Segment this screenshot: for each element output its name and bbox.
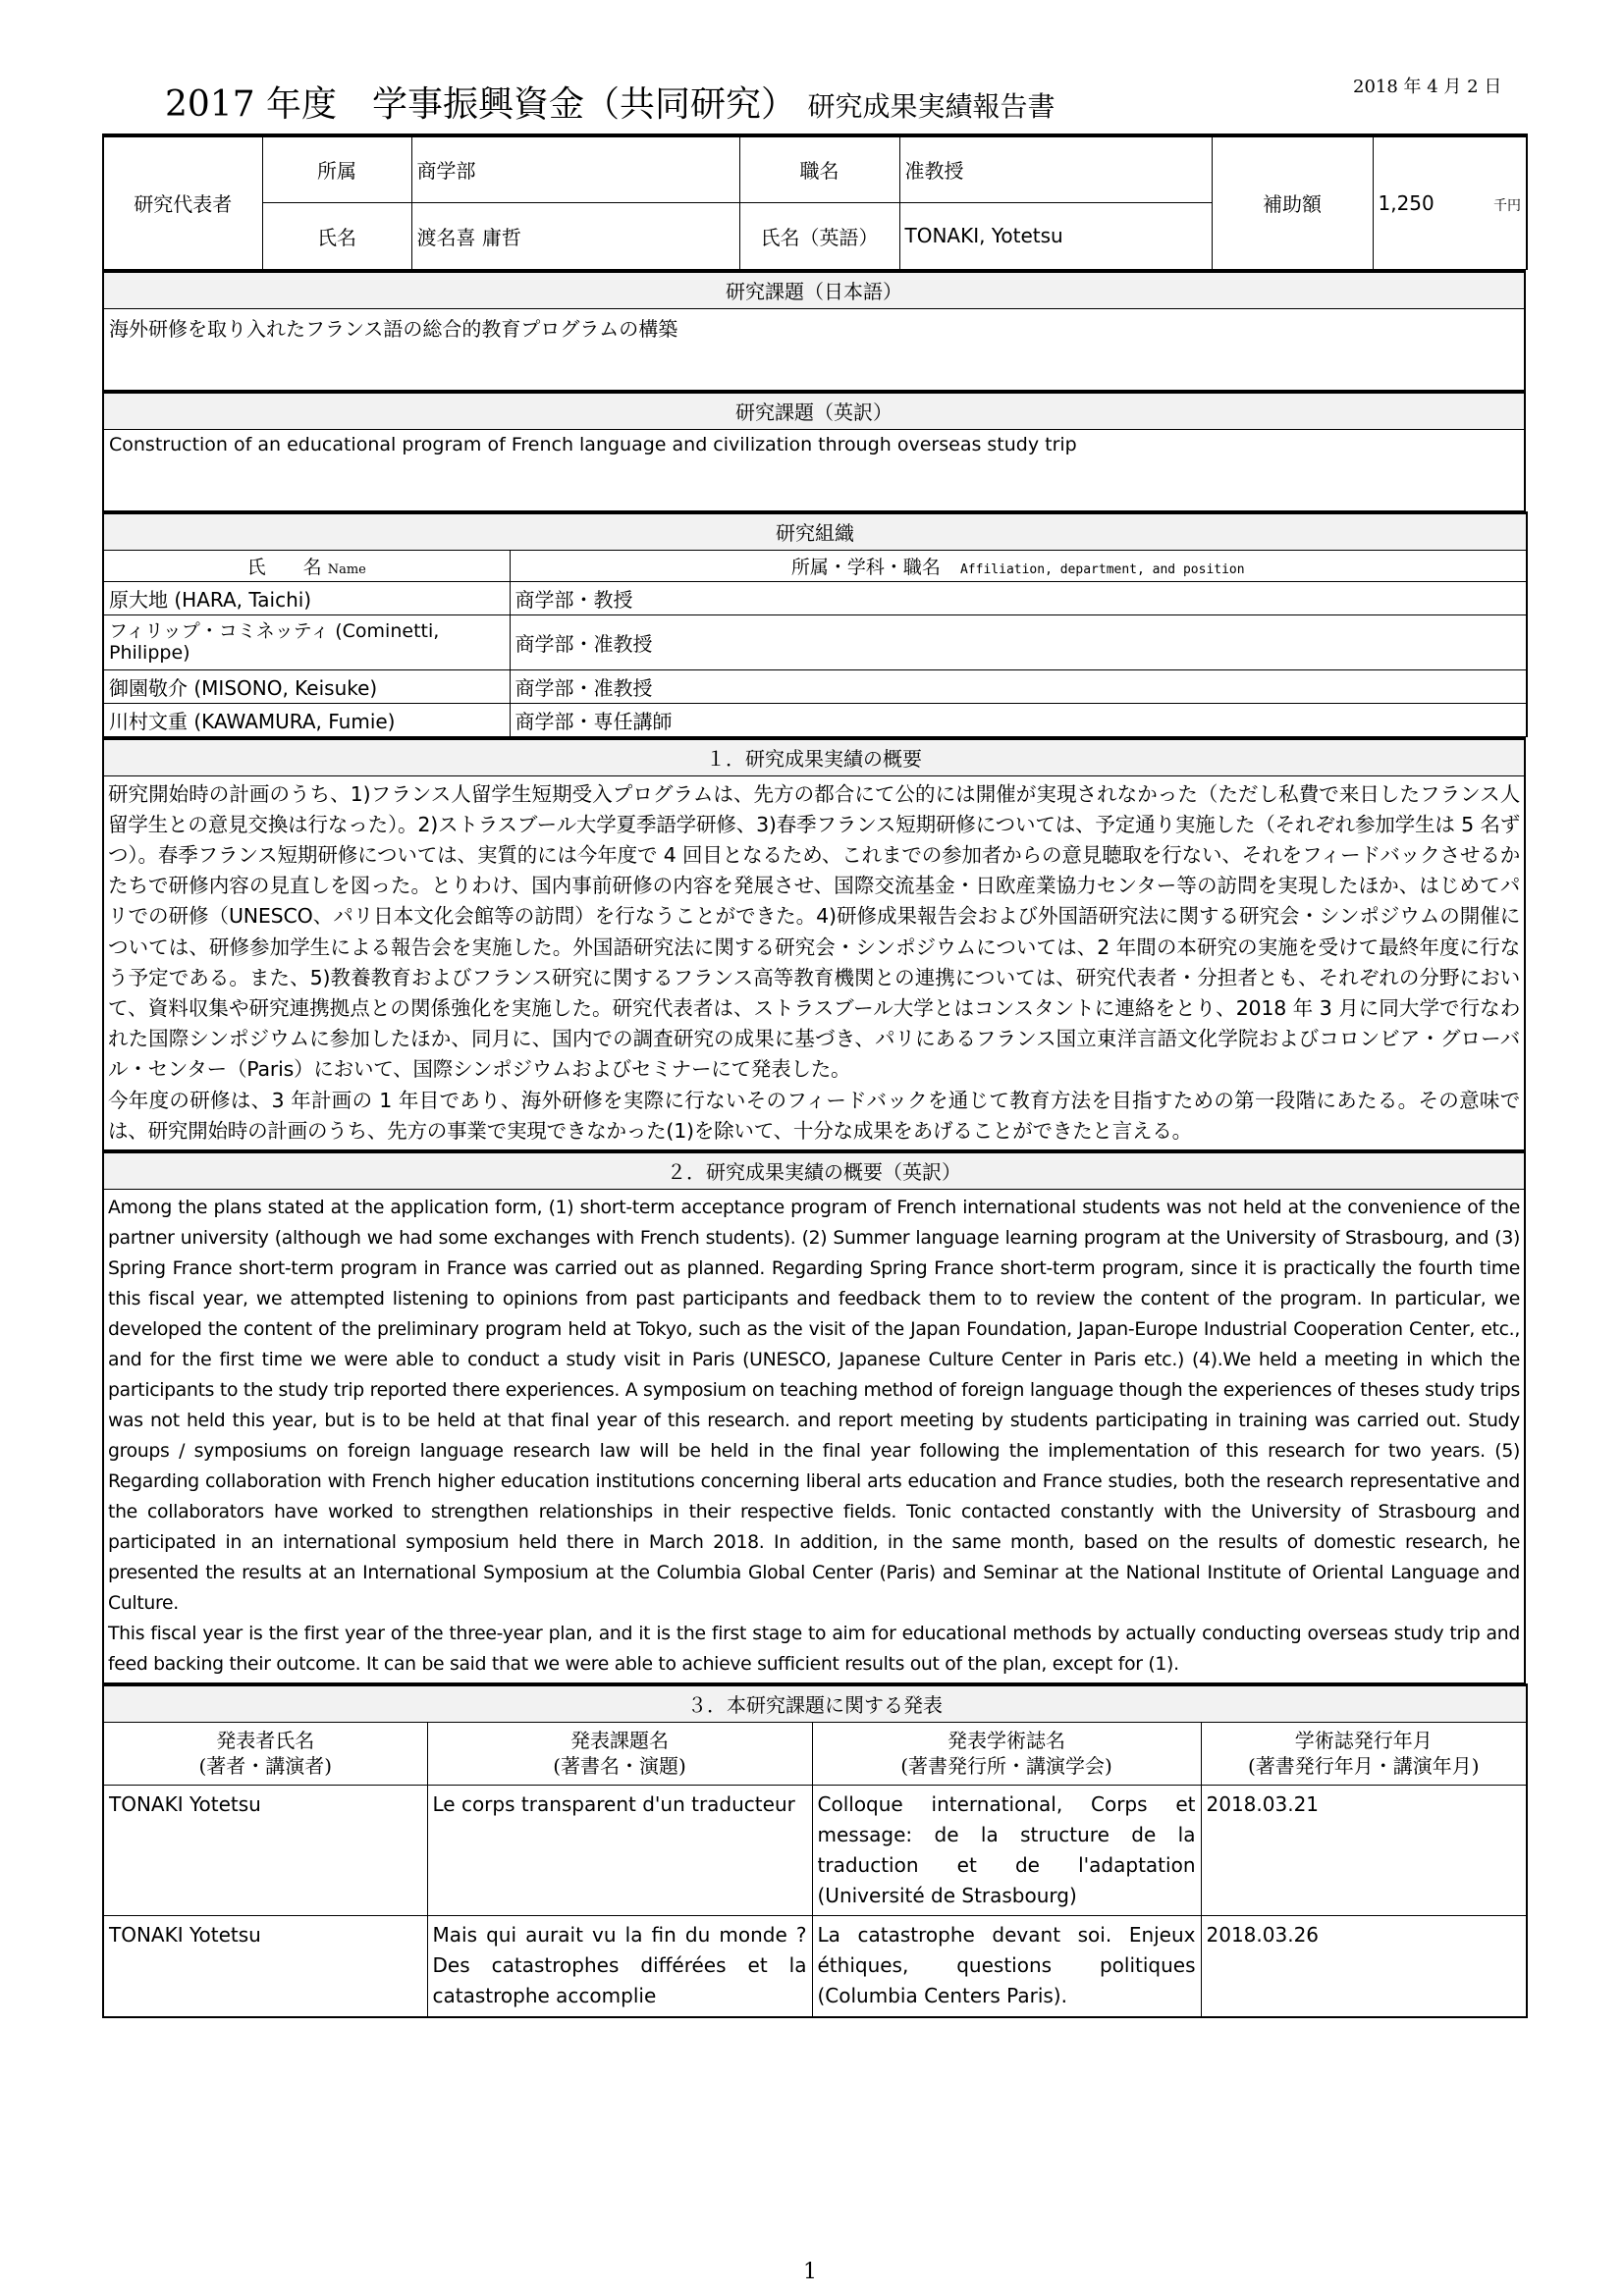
presentation-venue: Colloque international, Corps et message: de la structure de la traduction et de l'adaptation (Université de Strasbourg) [812, 1785, 1201, 1915]
member-name: 川村文重 (KAWAMURA, Fumie) [103, 703, 510, 736]
position-label: 職名 [739, 135, 899, 202]
summary-ja-paragraph: 研究開始時の計画のうち、1)フランス人留学生短期受入プログラムは、先方の都合にて公的には開催が実現されなかった（ただし私費で来日したフランス人留学生との意見交換は行なった）。2)ストラスブール大学夏季語学研修、3)春季フランス短期研修については、予定通り実施した（それぞれ参加学生は 5 名ずつ）。春季フランス短期研修については、実質的には今年度で 4 回目となるため、これまでの参加者からの意見聴取を行ない、それをフィードバックさせるかたちで研修内容の見直しを図った。とりわけ、国内事前研修の内容を発展させ、国際交流基金・日欧産業協力センター等の訪問を実現したほか、はじめてパリでの研修（UNESCO、パリ日本文化会館等の訪問）を行なうことができた。4)研修成果報告会および外国語研究法に関する研究会・シンポジウムの開催については、研修参加学生による報告会を実施した。外国語研究法に関する研究会・シンポジウムについては、2 年間の本研究の実施を受けて最終年度に行なう予定である。また、5)教養教育およびフランス研究に関するフランス高等教育機関との連携については、研究代表者・分担者とも、それぞれの分野において、資料収集や研究連携拠点との関係強化を実施した。研究代表者は、ストラスブール大学とはコンスタントに連絡をとり、2018 年 3 月に同大学で行なわれた国際シンポジウムに参加したほか、同月に、国内での調査研究の成果に基づき、パリにあるフランス国立東洋言語文化学院およびコロンビア・グローバル・センター（Paris）において、国際シンポジウムおよびセミナーにて発表した。 [108, 781, 1520, 1082]
pres-col-date-label: 学術誌発行年月 [1294, 1729, 1433, 1753]
member-row [103, 669, 1527, 703]
pres-col-date [1201, 1722, 1527, 1785]
title-ja-table [102, 270, 1526, 391]
pres-col-title-label: 発表課題名 [570, 1729, 669, 1753]
pres-col-author [103, 1722, 427, 1785]
pres-col-author-label: 発表者氏名 [216, 1729, 315, 1753]
organization-table [102, 511, 1528, 737]
member-affiliation: 商学部・准教授 [510, 669, 1527, 703]
org-col-name [103, 550, 510, 581]
grant-cell [1373, 135, 1527, 269]
document-title [165, 77, 1056, 127]
title-en-table [102, 391, 1526, 511]
member-name: 原大地 (HARA, Taichi) [103, 581, 510, 614]
presentation-venue: La catastrophe devant soi. Enjeux éthiques, questions politiques (Columbia Centers Paris). [812, 1915, 1201, 2017]
member-name: 御園敬介 (MISONO, Keisuke) [103, 669, 510, 703]
presentation-date: 2018.03.26 [1201, 1915, 1527, 2017]
summary-ja-table [102, 737, 1526, 1150]
affiliation-label: 所属 [262, 135, 411, 202]
member-affiliation: 商学部・専任講師 [510, 703, 1527, 736]
title-ja-heading: 研究課題（日本語） [103, 271, 1525, 308]
position-value: 准教授 [899, 135, 1212, 202]
pres-col-venue-sub: (著書発行所・講演学会) [900, 1754, 1112, 1779]
title-main: 2017 年度 学事振興資金（共同研究） [165, 84, 797, 125]
title-en-text: Construction of an educational program of French language and civilization through overseas study trip [103, 429, 1525, 510]
title-en-heading: 研究課題（英訳） [103, 392, 1525, 429]
organization-heading: 研究組織 [103, 512, 1527, 550]
pres-col-author-sub: (著者・講演者) [198, 1754, 333, 1779]
grant-label: 補助額 [1212, 135, 1373, 269]
presentation-date: 2018.03.21 [1201, 1785, 1527, 1915]
summary-ja-paragraph: 今年度の研修は、3 年計画の 1 年目であり、海外研修を実際に行ないそのフィードバックを通じて教育方法を目指すための第一段階にあたる。その意味では、研究開始時の計画のうち、先方の事業で実現できなかった(1)を除いて、十分な成果をあげることができたと言える。 [108, 1088, 1520, 1143]
name-en-label: 氏名（英語） [739, 202, 899, 269]
pres-col-date-sub: (著書発行年月・講演年月) [1247, 1754, 1480, 1779]
title-ja-text: 海外研修を取り入れたフランス語の総合的教育プログラムの構築 [103, 308, 1525, 390]
pres-col-venue [812, 1722, 1201, 1785]
presentation-title: Mais qui aurait vu la fin du monde ? Des catastrophes différées et la catastrophe accomplie [427, 1915, 812, 2017]
name-label: 氏名 [262, 202, 411, 269]
presentation-row [103, 1785, 1527, 1915]
member-name: フィリップ・コミネッティ (Cominetti, Philippe) [103, 614, 510, 669]
summary-ja-body [103, 775, 1525, 1149]
presentations-table [102, 1683, 1528, 2019]
presentation-row [103, 1915, 1527, 2017]
summary-en-paragraph: Among the plans stated at the application form, (1) short-term acceptance program of French international students was not held at the convenience of the partner university (although we had some exchanges with French students). (2) Summer language learning program at the University of Strasbourg, and (3) Spring France short-term program in France was carried out as planned. Regarding Spring France short-term program, since it is practically the fourth time this fiscal year, we attempted listening to opinions from past participants and feedback them to to review the content of the program. In particular, we developed the content of the preliminary program held at Tokyo, such as the visit of the Japan Foundation, Japan-Europe Industrial Cooperation Center, etc., and for the first time we were able to conduct a study visit in Paris (UNESCO, Japanese Culture Center in Paris etc.) (4).We held a meeting in which the participants to the study trip reported there experiences. A symposium on teaching method of foreign language though the experiences of theses study trips was not held this year, but is to be held at that final year of this research. and report meeting by students participating in training was carried out. Study groups / symposiums on foreign language research law will be held in the final year following the implementation of this research for two years. (5) Regarding collaboration with French higher education institutions concerning liberal arts education and France studies, both the research representative and the collaborators have worked to strengthen relationships in their respective fields. Tonic contacted constantly with the University of Strasbourg and participated in an international symposium held there in March 2018. In addition, in the same month, based on the results of domestic research, he presented the results at an International Symposium at the Columbia Global Center (Paris) and Seminar at the National Institute of Oriental Language and Culture. [108, 1197, 1520, 1614]
representative-table [102, 133, 1528, 270]
name-en-value: TONAKI, Yotetsu [899, 202, 1212, 269]
member-affiliation: 商学部・准教授 [510, 614, 1527, 669]
summary-en-body [103, 1189, 1525, 1682]
org-col-aff-ja: 所属・学科・職名 [790, 556, 941, 578]
presentation-author: TONAKI Yotetsu [103, 1915, 427, 2017]
summary-en-table [102, 1150, 1526, 1683]
affiliation-value: 商学部 [411, 135, 739, 202]
presentations-heading: ３．本研究課題に関する発表 [103, 1684, 1527, 1722]
pres-col-title-sub: (著書名・演題) [553, 1754, 686, 1779]
summary-en-heading: ２．研究成果実績の概要（英訳） [103, 1151, 1525, 1189]
representative-label: 研究代表者 [103, 135, 262, 269]
member-affiliation: 商学部・教授 [510, 581, 1527, 614]
grant-unit: 千円 [1493, 197, 1521, 214]
summary-ja-heading: １．研究成果実績の概要 [103, 738, 1525, 775]
org-col-name-ja: 氏 名 [246, 556, 322, 578]
org-col-name-en: Name [327, 561, 366, 577]
report-date: 2018 年 4 月 2 日 [1353, 77, 1502, 97]
member-row [103, 703, 1527, 736]
grant-amount: 1,250 [1378, 190, 1435, 215]
page-number: 1 [803, 2260, 817, 2284]
title-sub: 研究成果実績報告書 [807, 90, 1056, 123]
org-col-aff-en: Affiliation, department, and position [959, 561, 1245, 577]
pres-col-venue-label: 発表学術誌名 [947, 1729, 1065, 1753]
presentation-author: TONAKI Yotetsu [103, 1785, 427, 1915]
org-col-aff [510, 550, 1527, 581]
member-row [103, 581, 1527, 614]
pres-col-title [427, 1722, 812, 1785]
presentation-title: Le corps transparent d'un traducteur [427, 1785, 812, 1915]
name-value: 渡名喜 庸哲 [411, 202, 739, 269]
summary-en-paragraph: This fiscal year is the first year of the three-year plan, and it is the first stage to aim for educational methods by actually conducting overseas study trip and feed backing their outcome. It can be said that we were able to achieve sufficient results out of the plan, except for (1). [108, 1623, 1520, 1675]
member-row [103, 614, 1527, 669]
report-form [102, 133, 1526, 2018]
